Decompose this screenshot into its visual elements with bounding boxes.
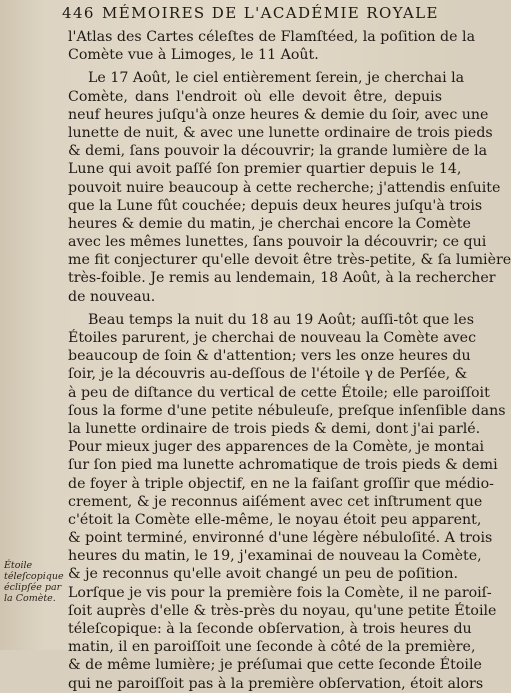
text-line: Pour mieux juger des apparences de la Comète, je montai bbox=[68, 439, 485, 456]
text-line: c'étoit la Comète elle-même, le noyau étoit peu apparent, bbox=[68, 511, 482, 528]
text-line: ſoit auprès d'elle & très-près du noyau, qu'une petite Étoile bbox=[68, 602, 497, 619]
text-line: neuf heures juſqu'à onze heures & demie du ſoir, avec une bbox=[68, 106, 489, 123]
text-line: & je reconnus qu'elle avoit changé un peu de poſition. bbox=[68, 566, 458, 583]
text-line: Comète vue à Limoges, le 11 Août. bbox=[68, 47, 319, 64]
text-line: à peu de diſtance du vertical de cette Étoile; elle paroiſſoit bbox=[68, 384, 490, 401]
text-line: ſoir, je la découvris au-deſſous de l'étoile γ de Perſée, & bbox=[68, 366, 468, 383]
text-line: & point terminé, environné d'une légère nébuloſité. A trois bbox=[68, 530, 493, 547]
margin-note-line: téleſcopique bbox=[4, 571, 64, 582]
text-line: lunette de nuit, & avec une lunette ordinaire de trois pieds bbox=[68, 124, 493, 141]
text-line: me fit conjecturer qu'elle devoit être très-petite, & ſa lumière bbox=[68, 252, 511, 269]
text-line: très-foible. Je remis au lendemain, 18 Août, à la rechercher bbox=[68, 270, 496, 287]
text-line: qui ne paroiſſoit pas à la première obſervation, étoit alors bbox=[68, 675, 484, 692]
text-line: ſous la forme d'une petite nébuleuſe, preſque inſenſible dans bbox=[68, 402, 506, 419]
text-line: l'Atlas des Cartes céleſtes de Flamſtéed, la poſition de la bbox=[68, 29, 476, 45]
text-line: beaucoup de ſoin & d'attention; vers les onze heures du bbox=[68, 348, 471, 365]
margin-note-line: Étoile bbox=[4, 560, 33, 571]
text-line: Lorſque je vis pour la première fois la Comète, il ne paroiſ- bbox=[68, 584, 492, 601]
text-line: & de même lumière; je préſumai que cette ſeconde Étoile bbox=[68, 657, 482, 674]
text-line: que la Lune fût couchée; depuis deux heures juſqu'à trois bbox=[68, 197, 483, 214]
text-line: pouvoit nuire beaucoup à cette recherche; j'attendis enſuite bbox=[68, 179, 501, 196]
running-title: MÉMOIRES DE L'ACADÉMIE ROYALE bbox=[102, 4, 439, 22]
text-line: crement, & je reconnus aiſément avec cet inſtrument que bbox=[68, 493, 483, 510]
text-line: Comète, dans l'endroit où elle devoit être, depuis bbox=[68, 88, 442, 105]
margin-note bbox=[4, 560, 62, 604]
text-line: Le 17 Août, le ciel entièrement ſerein, je cherchai la bbox=[88, 70, 465, 87]
page-header bbox=[62, 4, 447, 26]
text-line: de foyer à triple objectif, en ne la faiſant groſſir que médio- bbox=[68, 475, 494, 492]
text-line: Étoiles parurent, je cherchai de nouveau la Comète avec bbox=[68, 330, 477, 346]
text-line: heures & demie du matin, je cherchai encore la Comète bbox=[68, 215, 471, 232]
text-line: de nouveau. bbox=[68, 288, 156, 305]
text-body bbox=[68, 28, 511, 693]
text-line: Beau temps la nuit du 18 au 19 Août; auſſi-tôt que les bbox=[88, 311, 474, 328]
text-line: avec les mêmes lunettes, ſans pouvoir la découvrir; ce qui bbox=[68, 234, 487, 251]
text-line: & demi, ſans pouvoir la découvrir; la grande lumière de la bbox=[68, 143, 488, 160]
text-line: ſur ſon pied ma lunette achromatique de trois pieds & demi bbox=[68, 457, 498, 474]
page-number: 446 bbox=[62, 4, 95, 22]
text-line: la lunette ordinaire de trois pieds & demi, dont j'ai parlé. bbox=[68, 420, 481, 437]
text-line: heures du matin, le 19, j'examinai de nouveau la Comète, bbox=[68, 548, 482, 565]
text-line: Lune qui avoit paſſé ſon premier quartier depuis le 14, bbox=[68, 161, 462, 178]
text-line: matin, il en paroiſſoit une ſeconde à côté de la première, bbox=[68, 639, 476, 656]
margin-note-line: éclipſée par bbox=[4, 582, 62, 593]
margin-note-line: la Comète. bbox=[4, 593, 56, 604]
text-line: téleſcopique: à la ſeconde obſervation, à trois heures du bbox=[68, 621, 472, 637]
